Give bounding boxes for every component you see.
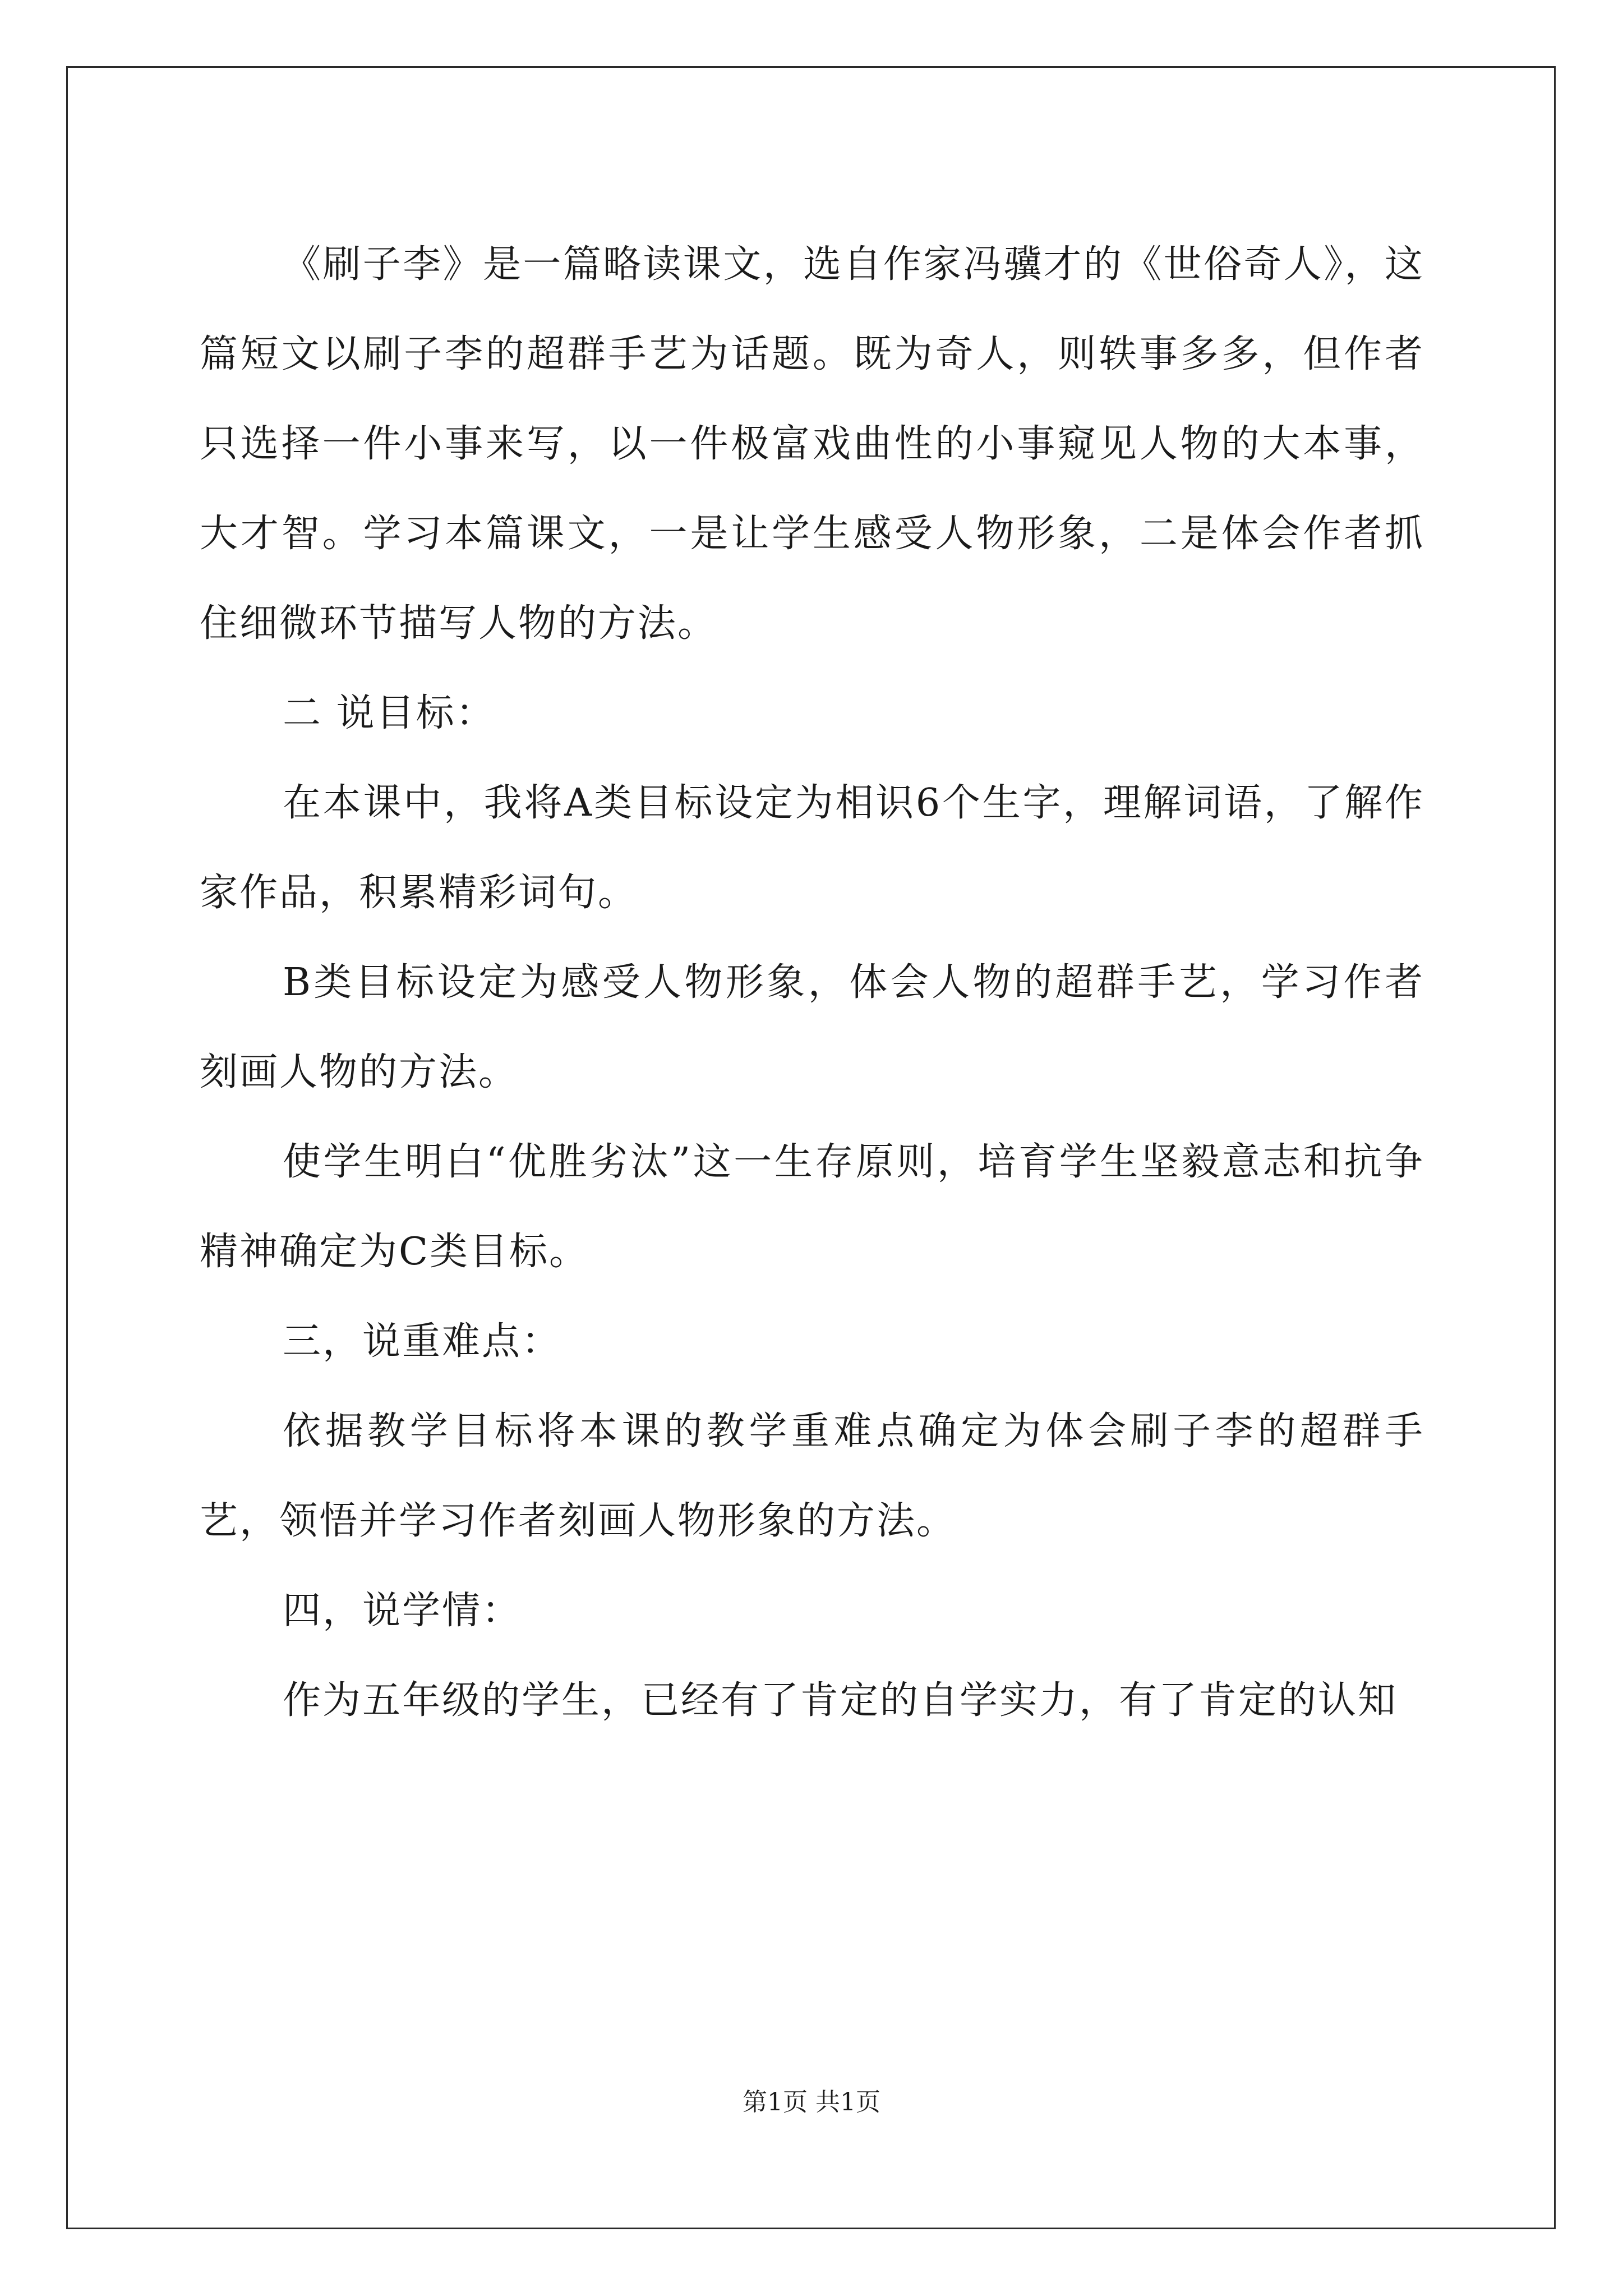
paragraph-key-points: 依据教学目标将本课的教学重难点确定为体会刷子李的超群手艺，领悟并学习作者刻画人物形象的方法。 — [200, 1409, 1424, 1543]
section-heading-goals: 二 说目标： — [283, 691, 496, 735]
paragraph-goal-b: B类目标设定为感受人物形象，体会人物的超群手艺，学习作者刻画人物的方法。 — [200, 960, 1424, 1094]
paragraph-intro: 《刷子李》是一篇略读课文，选自作家冯骥才的《世俗奇人》，这篇短文以刷子李的超群手艺为话题。既为奇人，则轶事多多，但作者只选择一件小事来写，以一件极富戏曲性的小事窥见人物的大本事，大才智。学习本篇课文，一是让学生感受人物形象，二是体会作者抓住细微环节描写人物的方法。 — [200, 242, 1424, 646]
section-heading-key-points: 三，说重难点： — [283, 1319, 562, 1364]
section-heading-learners: 四，说学情： — [283, 1589, 522, 1633]
paragraph-learners: 作为五年级的学生，已经有了肯定的自学实力，有了肯定的认知 — [283, 1678, 1398, 1723]
page-footer: 第1页 共1页 — [743, 2088, 880, 2116]
paragraph-goal-c: 使学生明白“优胜劣汰”这一生存原则，培育学生坚毅意志和抗争精神确定为C类目标。 — [200, 1140, 1424, 1274]
paragraph-goal-a: 在本课中，我将A类目标设定为相识6个生字，理解词语，了解作家作品，积累精彩词句。 — [200, 781, 1424, 915]
document-body — [200, 220, 1424, 1746]
